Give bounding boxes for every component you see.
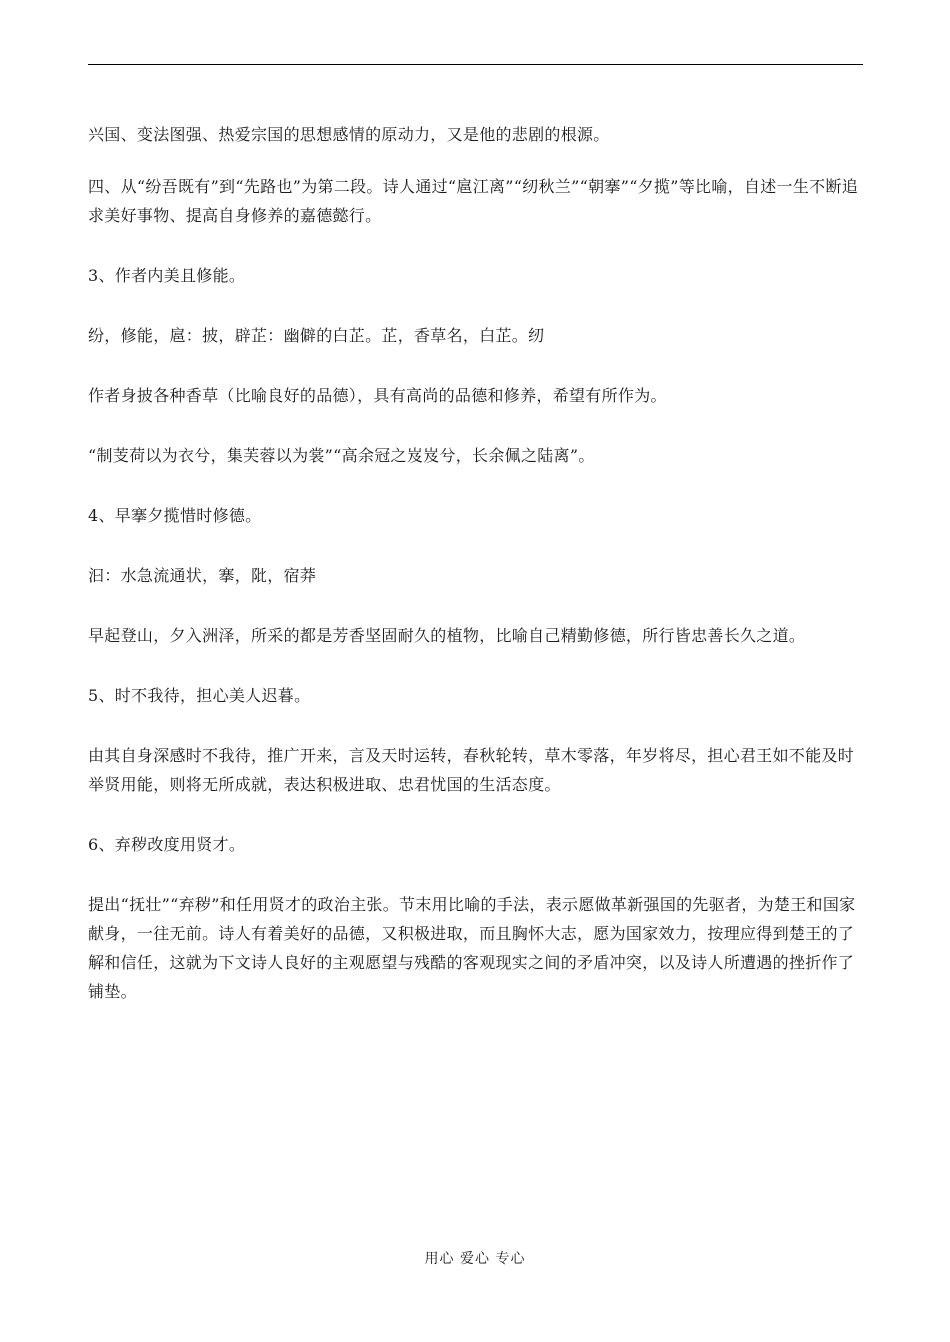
document-body [88, 120, 863, 1006]
section-heading: 3、作者内美且修能。 [88, 266, 246, 285]
header-rule [88, 64, 863, 65]
annotation-line: 汩：水急流通状，搴，阰，宿莽 [88, 566, 317, 585]
paragraph: 早起登山，夕入洲泽，所采的都是芳香坚固耐久的植物，比喻自己精勤修德，所行皆忠善长久之道。 [88, 626, 806, 645]
paragraph: 作者身披各种香草（比喻良好的品德），具有高尚的品德和修养，希望有所作为。 [88, 386, 667, 405]
paragraph: 提出“抚壮”“弃秽”和任用贤才的政治主张。节末用比喻的手法，表示愿做革新强国的先驱者，为楚王和国家献身，一往无前。诗人有着美好的品德，又积极进取，而且胸怀大志，愿为国家效力，按理应得到楚王的了解和信任，这就为下文诗人良好的主观愿望与残酷的客观现实之间的矛盾冲突，以及诗人所遭遇的挫折作了铺垫。 [88, 895, 856, 1001]
section-heading: 5、时不我待，担心美人迟暮。 [88, 686, 311, 705]
quotation-line: “制芰荷以为衣兮，集芙蓉以为裳”“高余冠之岌岌兮，长余佩之陆离”。 [88, 446, 595, 465]
page-footer: 用心 爱心 专心 [424, 1251, 526, 1267]
annotation-line: 纷，修能，扈：披，辟芷：幽僻的白芷。芷，香草名，白芷。纫 [88, 326, 545, 345]
paragraph: 四、从“纷吾既有”到“先路也”为第二段。诗人通过“扈江离”“纫秋兰”“朝搴”“夕揽”等比喻，自述一生不断追求美好事物、提高自身修养的嘉德懿行。 [88, 177, 859, 225]
section-heading: 6、弃秽改度用贤才。 [88, 835, 246, 854]
paragraph: 兴国、变法图强、热爱宗国的思想感情的原动力，又是他的悲剧的根源。 [88, 125, 610, 144]
section-heading: 4、早搴夕揽惜时修德。 [88, 506, 262, 525]
paragraph: 由其自身深感时不我待，推广开来，言及天时运转，春秋轮转，草木零落，年岁将尽，担心君王如不能及时举贤用能，则将无所成就，表达积极进取、忠君忧国的生活态度。 [88, 746, 855, 794]
